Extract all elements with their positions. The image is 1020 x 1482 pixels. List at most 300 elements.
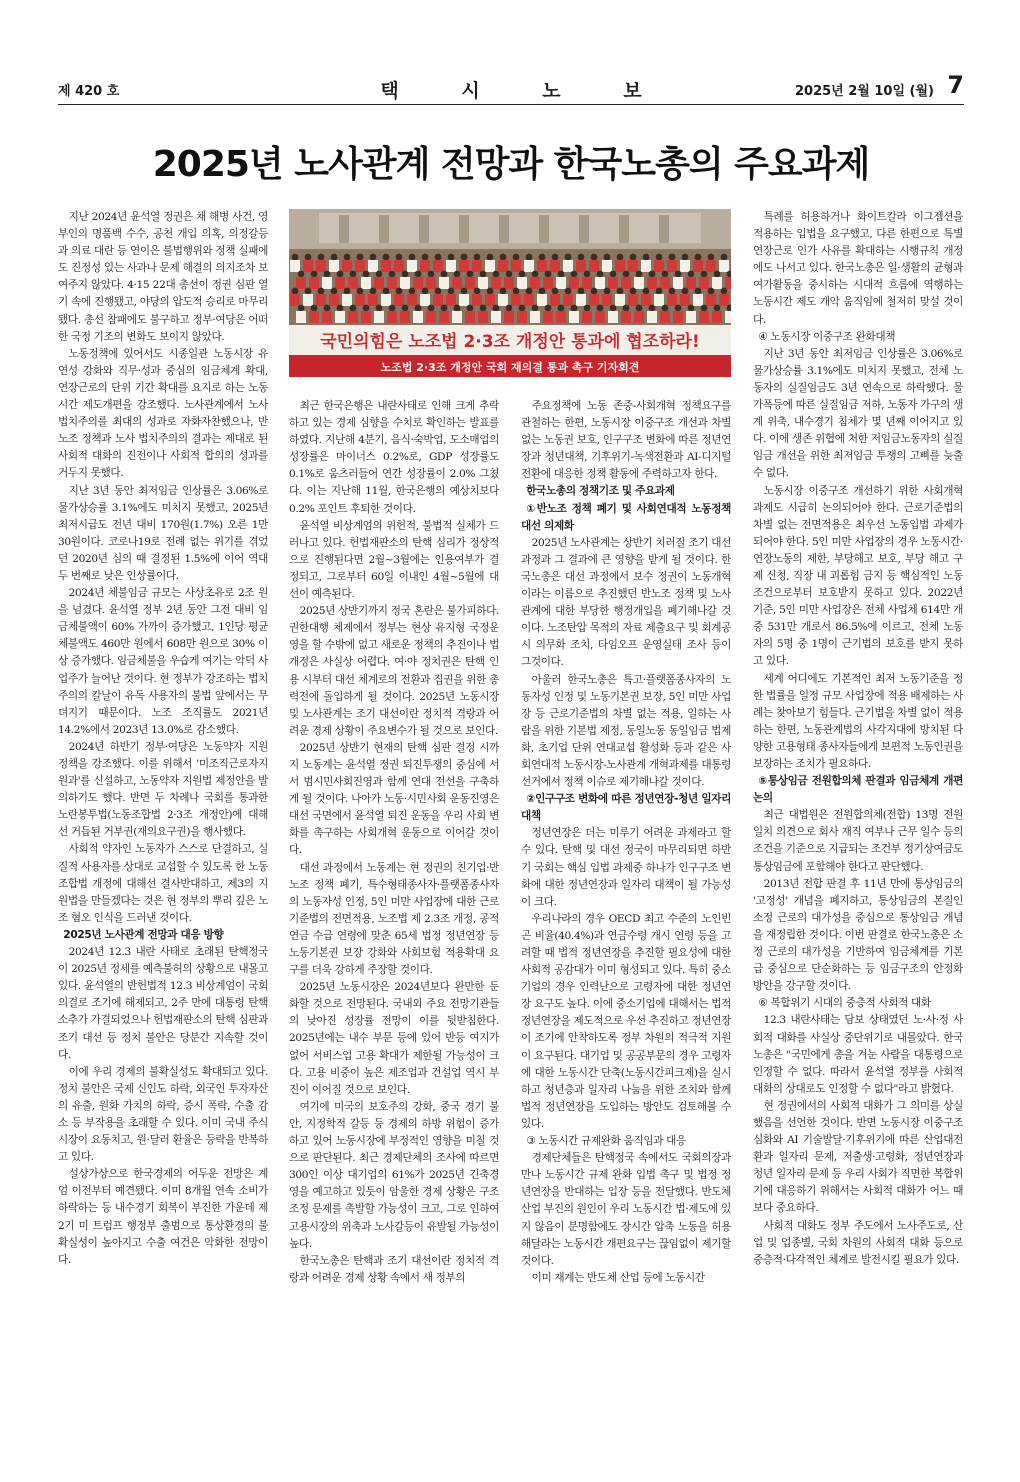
crowd-sign: [660, 311, 670, 323]
crowd-sign: [433, 294, 443, 306]
crowd-person: [532, 305, 539, 312]
crowd-sign: [342, 294, 352, 306]
crowd-person: [389, 305, 396, 312]
article-paragraph: 2025년 노동시장은 2024년보다 완만한 둔화할 것으로 전망된다. 국내외 주요 전망기관들의 낮아진 성장률 전망이 이를 뒷받침한다. 2025년에는 내수 부문 등에 있어 반등 여지가 없어 서비스업 고용 확대가 제한될 가능성이 크다. 고용 비중이 높은 제조업과 건설업 역시 부진이 이어질 것으로 보인다.: [289, 981, 499, 1096]
crowd-person: [526, 288, 533, 295]
crowd-person: [610, 305, 617, 312]
crowd-person: [584, 305, 591, 312]
article-paragraph: 아울러 한국노총은 특고·플랫폼종사자의 노동자성 인정 및 노동기본권 보장, 5인 미만 사업장 등 근로기준법의 차별 없는 적용, 일하는 사람을 위한 기본법 제정, 동일노동 동일임금 법제화, 초기업 단위 연대교섭 활성화 등과 같은 사회연대적 노동시장-노사관계 개혁과제를 대통령 선거에서 정책 이슈로 제기해나갈 것이다.: [521, 673, 731, 789]
crowd-person: [305, 254, 312, 261]
subsection-heading: ②인구구조 변화에 따른 정년연장-청년 일자리 대책: [521, 793, 731, 823]
crowd-sign: [706, 260, 716, 272]
crowd-sign: [446, 260, 456, 272]
article-paragraph: 우리나라의 경우 OECD 최고 수준의 노인빈곤 비율(40.4%)과 연금수령 개시 연령 등을 고려할 때 법적 정년연장을 추진할 필요성에 대한 사회적 공감대가 이미 형성되고 있다. 특히 중소기업의 경우 인력난으로 고령자에 대한 정년연장 요구도 높다. 이에 중소기업에 대해서는 법적 정년연장을 제도적으로 우선 추진하고 정년연장이 조기에 안착하도록 정부 차원의 적극적 지원이 요구된다. 대기업 및 공공부문의 경우 고령자에 대한 노동시간 단축(노동시간피크제)을 실시하고 청년층과 일자리 나눔을 위한 조치와 함께 법적 정년연장을 도입하는 방안도 검토해볼 수 있다.: [521, 912, 731, 1130]
crowd-person: [688, 305, 695, 312]
crowd-sign: [543, 277, 553, 289]
crowd-person: [662, 271, 669, 278]
crowd-person: [376, 271, 383, 278]
crowd-person: [604, 254, 611, 261]
crowd-person: [545, 305, 552, 312]
crowd-sign: [680, 260, 690, 272]
crowd-sign: [504, 277, 514, 289]
article-paragraph: 윤석열 비상계엄의 위헌적, 불법적 실체가 드러나고 있다. 헌법재판소의 탄핵 심리가 정상적으로 진행된다면 2월~3월에는 인용여부가 결정되고, 그로부터 60일 이내인 4월~5월에 대선이 예측된다.: [289, 519, 499, 601]
masthead-divider: [58, 104, 964, 105]
crowd-person: [396, 254, 403, 261]
article-column-1: [58, 209, 268, 1409]
article-paragraph: 12.3 내란사태는 담보 상태였던 노·사·정 사회적 대화를 사실상 중단위기로 내몰았다. 한국노총은 "국민에게 총을 겨눈 사람을 대통령으로 인정할 수 없다. 따라서 윤석열 정부를 사회적 대화의 상대로도 인정할 수 없다"라고 밝혔다.: [753, 1014, 963, 1095]
crowd-sign: [387, 311, 397, 323]
crowd-sign: [478, 277, 488, 289]
crowd-person: [415, 271, 422, 278]
crowd-sign: [426, 277, 436, 289]
crowd-person: [441, 271, 448, 278]
crowd-person: [402, 271, 409, 278]
crowd-person: [539, 288, 546, 295]
crowd-sign: [400, 311, 410, 323]
crowd-person: [422, 254, 429, 261]
article-paragraph: 주요정책에 노동 존중-사회개혁 정책요구를 관철하는 한편, 노동시장 이중구조 개선과 차별 없는 노동권 보호, 인구구조 변화에 따른 정년연장과 청년대책, 기후위기-녹색전환과 AI-디지털 전환에 대응한 정책 활동에 주력하고자 한다.: [521, 400, 731, 481]
crowd-sign: [407, 294, 417, 306]
crowd-sign: [699, 311, 709, 323]
crowd-person: [363, 305, 370, 312]
article-paragraph: 2013년 전합 판결 후 11년 만에 통상임금의 '고정성' 개념을 폐지하고, 통상임금의 본질인 소정 근로의 대가성을 중심으로 통상임금 개념을 재정립한 것이다. 이번 판결로 한국노총은 소정 근로의 대가성을 기반하여 임금체계를 기본급 중심으로 단순화하는 등 임금구조의 안정화 방안을 강구할 것이다.: [753, 877, 963, 993]
crowd-sign: [595, 311, 605, 323]
crowd-sign: [634, 311, 644, 323]
crowd-person: [461, 254, 468, 261]
crowd-person: [675, 305, 682, 312]
crowd-sign: [322, 311, 332, 323]
crowd-person: [623, 271, 630, 278]
crowd-person: [682, 288, 689, 295]
crowd-person: [324, 271, 331, 278]
crowd-person: [454, 271, 461, 278]
crowd-person: [636, 271, 643, 278]
crowd-person: [298, 271, 305, 278]
article-column-2: [289, 398, 499, 1408]
crowd-sign: [550, 294, 560, 306]
crowd-sign: [329, 294, 339, 306]
crowd-person: [714, 271, 721, 278]
crowd-person: [708, 254, 715, 261]
crowd-person: [513, 254, 520, 261]
crowd-person: [695, 288, 702, 295]
crowd-sign: [667, 260, 677, 272]
crowd-person: [649, 271, 656, 278]
crowd-person: [578, 288, 585, 295]
crowd-sign: [524, 260, 534, 272]
crowd-person: [591, 254, 598, 261]
crowd-sign: [400, 277, 410, 289]
crowd-sign: [361, 311, 371, 323]
crowd-sign: [543, 311, 553, 323]
crowd-person: [649, 305, 656, 312]
crowd-person: [565, 288, 572, 295]
crowd-sign: [556, 277, 566, 289]
crowd-sign: [407, 260, 417, 272]
crowd-sign: [459, 260, 469, 272]
crowd-person: [552, 254, 559, 261]
crowd-sign: [621, 277, 631, 289]
article-paragraph: 여기에 미국의 보호주의 강화, 중국 경기 불안, 지정학적 갈등 등 경제의 하방 위험이 증가하고 있어 노동시장에 부정적인 영향을 미칠 것으로 판단된다. 최근 경제단체의 조사에 따르면 300인 이상 대기업의 61%가 2025년 긴축경영을 예고하고 있듯이 암울한 경제 상황은 구조조정 문제를 촉발할 가능성이 크고, 그로 인하여 고용시장의 위축과 노사갈등이 유발될 가능성이 높다.: [289, 1100, 499, 1250]
crowd-person: [409, 254, 416, 261]
subsection-heading: ⑥ 복합위기 시대의 중층적 사회적 대화: [758, 997, 931, 1010]
crowd-sign: [316, 260, 326, 272]
crowd-sign: [413, 311, 423, 323]
crowd-sign: [303, 260, 313, 272]
crowd-person: [474, 288, 481, 295]
article-paragraph: 2024년 12.3 내란 사태로 초래된 탄핵정국이 2025년 정세를 예측불허의 상황으로 내몰고 있다. 윤석열의 반헌법적 12.3 비상계엄이 국회 의결로 조기에 해제되고, 2주 만에 대통령 탄핵 소추가 가결되었으나 헌법재판소의 탄핵 심판과 조기 대선 등 정치 불안은 당분간 지속할 것이다.: [58, 946, 268, 1061]
crowd-person: [591, 288, 598, 295]
crowd-sign: [517, 311, 527, 323]
crowd-sign: [374, 311, 384, 323]
crowd-sign: [342, 260, 352, 272]
subsection-heading: ①반노조 정책 폐기 및 사회연대적 노동정책 대선 의제화: [521, 502, 731, 532]
article-paragraph: 지난 3년 동안 최저임금 인상률은 3.06%로 물가상승률 3.1%에도 미치지 못했고, 2025년 최저시급도 전년 대비 170원(1.7%) 오른 1만 30원이다. 코로나19로 전례 없는 위기를 겪었던 2020년 심의 때 결정된 1.5%에 이어 역대 두 번째로 낮은 인상률이다.: [58, 484, 268, 582]
crowd-sign: [628, 260, 638, 272]
crowd-sign: [576, 260, 586, 272]
crowd-sign: [465, 277, 475, 289]
crowd-sign: [491, 311, 501, 323]
article-paragraph: 현 정권에서의 사회적 대화가 그 의미를 상실했음을 선언한 것이다. 반면 노동시장 이중구조 심화와 AI 기술발달·기후위기에 따른 산업대전환과 일자리 문제, 저출생·고령화, 정년연장과 청년 일자리 문제 등 우리 사회가 직면한 복합위기에 대응하기 위해서는 사회적 대화가 어느 때보다 중요하다.: [753, 1099, 963, 1215]
crowd-sign: [355, 294, 365, 306]
crowd-sign: [517, 277, 527, 289]
crowd-sign: [582, 311, 592, 323]
crowd-person: [669, 254, 676, 261]
crowd-person: [695, 254, 702, 261]
newspaper-title: 택 시 노 보: [380, 80, 670, 102]
crowd-person: [604, 288, 611, 295]
section-heading: 한국노총의 정책기조 및 주요과제: [526, 485, 675, 498]
crowd-sign: [628, 294, 638, 306]
crowd-sign: [589, 260, 599, 272]
crowd-sign: [491, 277, 501, 289]
crowd-sign: [602, 260, 612, 272]
crowd-person: [545, 271, 552, 278]
crowd-sign: [725, 311, 731, 323]
crowd-sign: [686, 311, 696, 323]
crowd-person: [350, 305, 357, 312]
crowd-sign: [537, 294, 547, 306]
crowd-sign: [368, 260, 378, 272]
crowd-sign: [290, 260, 300, 272]
crowd-sign: [498, 260, 508, 272]
crowd-person: [448, 254, 455, 261]
crowd-sign: [296, 277, 306, 289]
crowd-sign: [374, 277, 384, 289]
crowd-sign: [621, 311, 631, 323]
crowd-person: [506, 271, 513, 278]
issue-date: 2025년 2월 10일 (월): [794, 84, 934, 99]
article-paragraph: 사회적 약자인 노동자가 스스로 단결하고, 실질적 사용자를 상대로 교섭할 수 있도록 한 노동조합법 개정에 대해선 결사반대하고, 제3의 지원법을 만들겠다는 것은 현 정부의 뿌리 깊은 노조 혐오 인식을 드러낸 것이다.: [58, 843, 268, 924]
crowd-person: [597, 305, 604, 312]
crowd-person: [656, 288, 663, 295]
crowd-person: [500, 288, 507, 295]
crowd-person: [539, 254, 546, 261]
crowd-person: [578, 254, 585, 261]
crowd-person: [493, 305, 500, 312]
crowd-person: [584, 271, 591, 278]
crowd-person: [721, 288, 728, 295]
crowd-person: [597, 271, 604, 278]
crowd-person: [357, 254, 364, 261]
crowd-person: [552, 288, 559, 295]
crowd-person: [422, 288, 429, 295]
crowd-sign: [706, 294, 716, 306]
crowd-sign: [654, 294, 664, 306]
crowd-person: [643, 254, 650, 261]
crowd-sign: [394, 260, 404, 272]
crowd-sign: [563, 260, 573, 272]
crowd-sign: [439, 277, 449, 289]
crowd-person: [415, 305, 422, 312]
crowd-sign: [465, 311, 475, 323]
crowd-person: [292, 288, 299, 295]
crowd-person: [435, 254, 442, 261]
crowd-sign: [595, 277, 605, 289]
crowd-person: [298, 305, 305, 312]
crowd-person: [292, 254, 299, 261]
crowd-sign: [615, 294, 625, 306]
crowd-sign: [686, 277, 696, 289]
crowd-person: [617, 254, 624, 261]
article-paragraph: 노동정책에 있어서도 시종일관 노동시장 유연성 강화와 직무·성과 중심의 임금체계 확대, 연장근로의 단위 기간 확대를 요지로 하는 노동시간 제도개편을 강조했다. 노사관계에서 노사 법치주의를 최대의 성과로 자화자찬했으나, 반노조 정책과 노사 법치주의의 결과는 제대로 된 사회적 대화의 진전이나 사회적 합의의 성과를 거두지 못했다.: [58, 347, 268, 480]
crowd-sign: [647, 277, 657, 289]
rally-photo-illustration: [289, 209, 731, 377]
crowd-sign: [647, 311, 657, 323]
crowd-person: [714, 305, 721, 312]
crowd-sign: [712, 311, 722, 323]
subsection-heading: ④ 노동시장 이중구조 완화대책: [758, 330, 896, 343]
crowd-sign: [355, 260, 365, 272]
crowd-person: [428, 305, 435, 312]
crowd-sign: [329, 260, 339, 272]
crowd-sign: [699, 277, 709, 289]
crowd-person: [565, 254, 572, 261]
crowd-person: [682, 254, 689, 261]
crowd-sign: [439, 311, 449, 323]
crowd-person: [344, 288, 351, 295]
crowd-person: [337, 271, 344, 278]
article-paragraph: 2025년 상반기까지 정국 혼란은 불가피하다. 권한대행 체제에서 정부는 현상 유지형 국정운영을 할 수밖에 없고 새로운 정책의 추진이나 법 개정은 사실상 어렵다. 여·야 정치권은 탄핵 인용 시부터 대선 체계로의 전환과 집권을 위한 총력전에 돌입하게 될 것이다. 2025년 노동시장 및 노사관계는 조기 대선이란 정치적 격랑과 어려운 경제 상황이 주요변수가 될 것으로 보인다.: [289, 605, 499, 737]
article-paragraph: 2024년 하반기 정부·여당은 노동약자 지원 정책을 강조했다. 이를 위해서 '미조직근로자지원과'를 신설하고, 노동약자 지원법 제정안을 발의하기도 했다. 반면 두 차례나 국회를 통과한 노란봉투법(노동조합법 2·3조 개정안)에 대해선 거듭된 거부권(재의요구권)을 행사했다.: [58, 740, 268, 839]
crowd-person: [675, 271, 682, 278]
crowd-person: [617, 288, 624, 295]
crowd-person: [656, 254, 663, 261]
crowd-sign: [608, 311, 618, 323]
crowd-sign: [335, 277, 345, 289]
crowd-person: [428, 271, 435, 278]
crowd-sign: [322, 277, 332, 289]
article-paragraph: 이에 우리 경제의 불확실성도 확대되고 있다. 정치 불안은 국제 신인도 하락, 외국인 투자자산의 유출, 원화 가치의 하락, 증시 폭락, 수출 감소 등 부작용을 초래할 수 있다. 이미 국내 주식시장이 요동치고, 원·달러 환율은 등락을 반복하고 있다.: [58, 1065, 268, 1164]
crowd-person: [409, 288, 416, 295]
crowd-person: [669, 288, 676, 295]
article-paragraph: 노동시장 이중구조 개선하기 위한 사회개혁 과제도 시급히 논의되어야 한다. 근로기준법의 차별 없는 전면적용은 최우선 노동입법 과제가 되어야 한다. 5인 미만 사업장의 경우 노동시간·연장노동의 제한, 부당해고 보호, 부당 해고 구제 신청, 직장 내 괴롭힘 금지 등 핵심적인 노동조건으로부터 보호받지 못하고 있다. 2022년 기준, 5인 미만 사업장은 전체 사업체 614만 개중 531만 개로서 86.5%에 이르고, 전체 노동자의 5명 중 1명이 근기법의 보호를 받지 못하고 있다.: [753, 484, 963, 668]
crowd-person: [441, 305, 448, 312]
crowd-sign: [693, 260, 703, 272]
crowd-sign: [634, 277, 644, 289]
article-paragraph: 특례를 허용하거나 화이트칼라 이그젬션을 적용하는 입법을 요구했고, 다른 한편으로 특별연장근로 인가 사유를 확대하는 시행규칙 개정에도 나서고 있다. 한국노총은 일·생활의 균형과 여가활동을 중시하는 시대적 흐름에 역행하는 노동시간 제도 개악 움직임에 철저히 맞설 것이다.: [753, 211, 963, 326]
article-paragraph: 세계 어디에도 기본적인 최저 노동기준을 정한 법률을 일정 규모 사업장에 적용 배제하는 사례는 찾아보기 힘들다. 근기법을 차별 없이 적용하는 한편, 노동관계법의 사각지대에 방치된 다양한 고용형태 종사자들에게 보편적 노동인권을 보장하는 조치가 필요하다.: [753, 672, 963, 770]
crowd-person: [324, 305, 331, 312]
crowd-sign: [368, 294, 378, 306]
crowd-sign: [511, 260, 521, 272]
article-paragraph: 경제단체들은 탄핵정국 속에서도 국회의장과 만나 노동시간 규제 완화 입법 촉구 및 법정 정년연장을 반대하는 입장 등을 전달했다. 반도체 산업 부진의 원인이 우리 노동시간 법·제도에 있지 않음이 분명함에도 장시간 압축 노동을 허용해달라는 노동시간 개편요구는 끊임없이 제기할 것이다.: [521, 1152, 731, 1267]
masthead: [58, 71, 964, 102]
crowd-person: [383, 254, 390, 261]
crowd-person: [396, 288, 403, 295]
crowd-sign: [446, 294, 456, 306]
crowd-sign: [615, 260, 625, 272]
crowd-sign: [524, 294, 534, 306]
article-paragraph: 지난 2024년 윤석열 정권은 채 해병 사건, 영부인의 명품백 수수, 공천 개입 의혹, 의정갈등과 의료 대란 등 연이은 불법행위와 정책 실패에도 진정성 있는 사과나 문제 해결의 의지조차 보여주지 않았다. 4·15 22대 총선이 정권 심판 열기 속에 진행됐고, 야당의 압도적 승리로 마무리됐다. 총선 참패에도 불구하고 정부·여당은 어떠한 국정 기조의 변화도 보이지 않았다.: [58, 211, 268, 343]
crowd-person: [487, 254, 494, 261]
article-paragraph: 지난 3년 동안 최저임금 인상률은 3.06%로 물가상승률 3.1%에도 미치지 못했고, 전체 노동자의 실질임금도 3년 연속으로 하락했다. 물가폭등에 따른 실질임금 저하, 노동자 가구의 생계 위축, 내수경기 침체가 몇 년째 이어지고 있다. 이에 생존 위협에 처한 저임금노동자의 실질임금 개선을 위한 최저임금 투쟁의 고삐를 늦출 수 없다.: [753, 347, 963, 480]
crowd-sign: [530, 311, 540, 323]
crowd-sign: [550, 260, 560, 272]
crowd-person: [311, 271, 318, 278]
crowd-sign: [303, 294, 313, 306]
crowd-sign: [420, 260, 430, 272]
crowd-sign: [511, 294, 521, 306]
crowd-person: [383, 288, 390, 295]
crowd-sign: [719, 260, 729, 272]
crowd-person: [357, 288, 364, 295]
crowd-person: [480, 305, 487, 312]
subsection-heading: ⑤통상임금 전원합의체 판결과 임금체계 개편논의: [753, 775, 963, 805]
article-paragraph: 2024년 체불임금 규모는 사상초유로 2조 원을 넘겼다. 윤석열 정부 2년 동안 그전 대비 임금체불액이 60% 가까이 증가했고, 1인당 평균 체불액도 460만 원에서 608만 원으로 30% 이상 증가했다. 임금체불을 우습게 여기는 악덕 사업주가 늘어난 것이다. 현 정부가 강조하는 법치주의의 칼날이 유독 사용자의 불법 앞에서는 무뎌지기 때문이다. 노조 조직률도 2021년 14.2%에서 2023년 13.0%로 감소했다.: [58, 587, 268, 736]
crowd-person: [311, 305, 318, 312]
crowd-sign: [589, 294, 599, 306]
crowd-person: [350, 271, 357, 278]
crowd-person: [448, 288, 455, 295]
crowd-sign: [387, 277, 397, 289]
crowd-person: [519, 305, 526, 312]
page-number: 7: [947, 71, 964, 99]
section-heading: 2025년 노사관계 전망과 대응 방향: [63, 928, 224, 941]
crowd-sign: [452, 311, 462, 323]
crowd-person: [636, 305, 643, 312]
article-paragraph: 한국노총은 탄핵과 조기 대선이란 정치적 격랑과 어려운 경제 상황 속에서 새 정부의: [289, 1254, 499, 1284]
crowd-sign: [381, 294, 391, 306]
crowd-sign: [296, 311, 306, 323]
crowd-person: [688, 271, 695, 278]
crowd-sign: [472, 260, 482, 272]
crowd-person: [435, 288, 442, 295]
crowd-person: [630, 288, 637, 295]
crowd-person: [480, 271, 487, 278]
crowd-person: [318, 288, 325, 295]
article-paragraph: 최근 한국은행은 내란사태로 인해 크게 추락하고 있는 경제 심향을 수치로 확인하는 발표를 하였다. 지난해 4분기, 음식·숙박업, 도소매업의 성장률은 마이너스 0.2%로, GDP 성장률도 0.1%로 움츠러들어 연간 성장률이 2.0% 그쳤다. 이는 지난해 11월, 한국은행의 예상치보다 0.2% 포인트 후퇴한 것이다.: [289, 400, 499, 515]
crowd-person: [337, 305, 344, 312]
crowd-person: [526, 254, 533, 261]
crowd-sign: [719, 294, 729, 306]
article-paragraph: 최근 대법원은 전원합의체(전합) 13명 전원일치 의견으로 회사 재직 여부나 근무 일수 등의 조건을 기준으로 지급되는 조건부 정기상여금도 통상임금에 포함해야 한다고 판단했다.: [753, 809, 963, 873]
crowd-person: [623, 305, 630, 312]
crowd-sign: [348, 311, 358, 323]
crowd-sign: [485, 294, 495, 306]
crowd-sign: [712, 277, 722, 289]
crowd-person: [701, 271, 708, 278]
crowd-person: [721, 254, 728, 261]
crowd-sign: [693, 294, 703, 306]
crowd-sign: [673, 311, 683, 323]
crowd-sign: [563, 294, 573, 306]
crowd-person: [331, 254, 338, 261]
crowd-sign: [452, 277, 462, 289]
article-paragraph: 2025년 상반기 현재의 탄핵 심판 결정 시까지 노동계는 윤석열 정권 퇴진투쟁의 중심에 서서 범시민사회진영과 함께 연대 전선을 구축하게 될 것이다. 나아가 노동·시민사회 운동진영은 대선 국면에서 윤석열 퇴진 운동을 우리 사회 변화를 촉구하는 사회개혁 운동으로 이어갈 것이다.: [289, 741, 499, 857]
crowd-person: [532, 271, 539, 278]
crowd-person: [363, 271, 370, 278]
crowd-sign: [582, 277, 592, 289]
crowd-sign: [348, 277, 358, 289]
crowd-sign: [530, 277, 540, 289]
crowd-sign: [569, 277, 579, 289]
crowd-person: [630, 254, 637, 261]
crowd-person: [558, 305, 565, 312]
crowd-person: [662, 305, 669, 312]
crowd-sign: [680, 294, 690, 306]
crowd-sign: [413, 277, 423, 289]
crowd-person: [708, 288, 715, 295]
crowd-sign: [569, 311, 579, 323]
crowd-person: [571, 271, 578, 278]
crowd-sign: [433, 260, 443, 272]
article-paragraph: 대선 과정에서 노동계는 현 정권의 친기업·반노조 정책 폐기, 특수형태종사자·플랫폼종사자의 노동자성 인정, 5인 미만 사업장에 대한 근로기준법의 전면적용, 노조법 제 2.3조 개정, 공적연금 수급 연령에 맞춘 65세 법정 정년연장 등 노동기본권 보장 강화와 사회보험 적용확대 요구를 더욱 강하게 주장할 것이다.: [289, 861, 499, 977]
crowd-person: [474, 254, 481, 261]
crowd-sign: [420, 294, 430, 306]
article-column-3: [521, 398, 731, 1408]
crowd-sign: [290, 294, 300, 306]
crowd-sign: [394, 294, 404, 306]
crowd-sign: [478, 311, 488, 323]
crowd-sign: [335, 311, 345, 323]
crowd-sign: [498, 294, 508, 306]
crowd-sign: [556, 311, 566, 323]
crowd-sign: [608, 277, 618, 289]
crowd-person: [506, 305, 513, 312]
issue-number: 제 420 호: [58, 84, 120, 99]
crowd-sign: [641, 294, 651, 306]
crowd-person: [331, 288, 338, 295]
crowd-person: [305, 288, 312, 295]
article-paragraph: 2025년 노사관계는 상반기 치러질 조기 대선 과정과 그 결과에 큰 영향을 받게 될 것이다. 한국노총은 대선 과정에서 보수 정권이 노동개혁이라는 이름으로 추진했던 반노조 정책 및 노사관계에 대한 부당한 행정개입을 폐기해나갈 것이다. 노조탄압 목적의 자료 제출요구 및 회계공시 의무화 조치, 타임오프 운영실태 조사 등이 그것이다.: [521, 536, 731, 669]
crowd-person: [370, 254, 377, 261]
crowd-person: [500, 254, 507, 261]
banner-main-text: 국민의힘은 노조법 2·3조 개정안 통과에 협조하라!: [320, 332, 700, 352]
crowd-person: [376, 305, 383, 312]
crowd-person: [610, 271, 617, 278]
banner-sub-text: 노조법 2·3조 개정안 국회 재의결 통과 촉구 기자회견: [380, 361, 640, 374]
crowd-sign: [576, 294, 586, 306]
crowd-person: [558, 271, 565, 278]
crowd-person: [454, 305, 461, 312]
crowd-sign: [381, 260, 391, 272]
article-paragraph: 이미 재계는 반도체 산업 등에 노동시간: [531, 1271, 705, 1284]
crowd-sign: [654, 260, 664, 272]
crowd-sign: [660, 277, 670, 289]
crowd-person: [519, 271, 526, 278]
crowd-person: [344, 254, 351, 261]
crowd-sign: [725, 277, 731, 289]
crowd-person: [493, 271, 500, 278]
crowd-sign: [459, 294, 469, 306]
article-paragraph: 설상가상으로 한국경제의 어두운 전망은 계엄 이전부터 예견됐다. 이미 8개월 연속 소비가 하락하는 등 내수경기 회복이 부진한 가운데 제2기 미 트럼프 행정부 출범으로 통상환경의 불확실성이 높아지고 수출 여건은 악화한 전망이다.: [58, 1168, 268, 1266]
subsection-heading: ③ 노동시간 규제완화 움직임과 대응: [526, 1135, 686, 1148]
crowd-sign: [667, 294, 677, 306]
article-photo: [289, 209, 731, 377]
crowd-person: [487, 288, 494, 295]
crowd-person: [701, 305, 708, 312]
